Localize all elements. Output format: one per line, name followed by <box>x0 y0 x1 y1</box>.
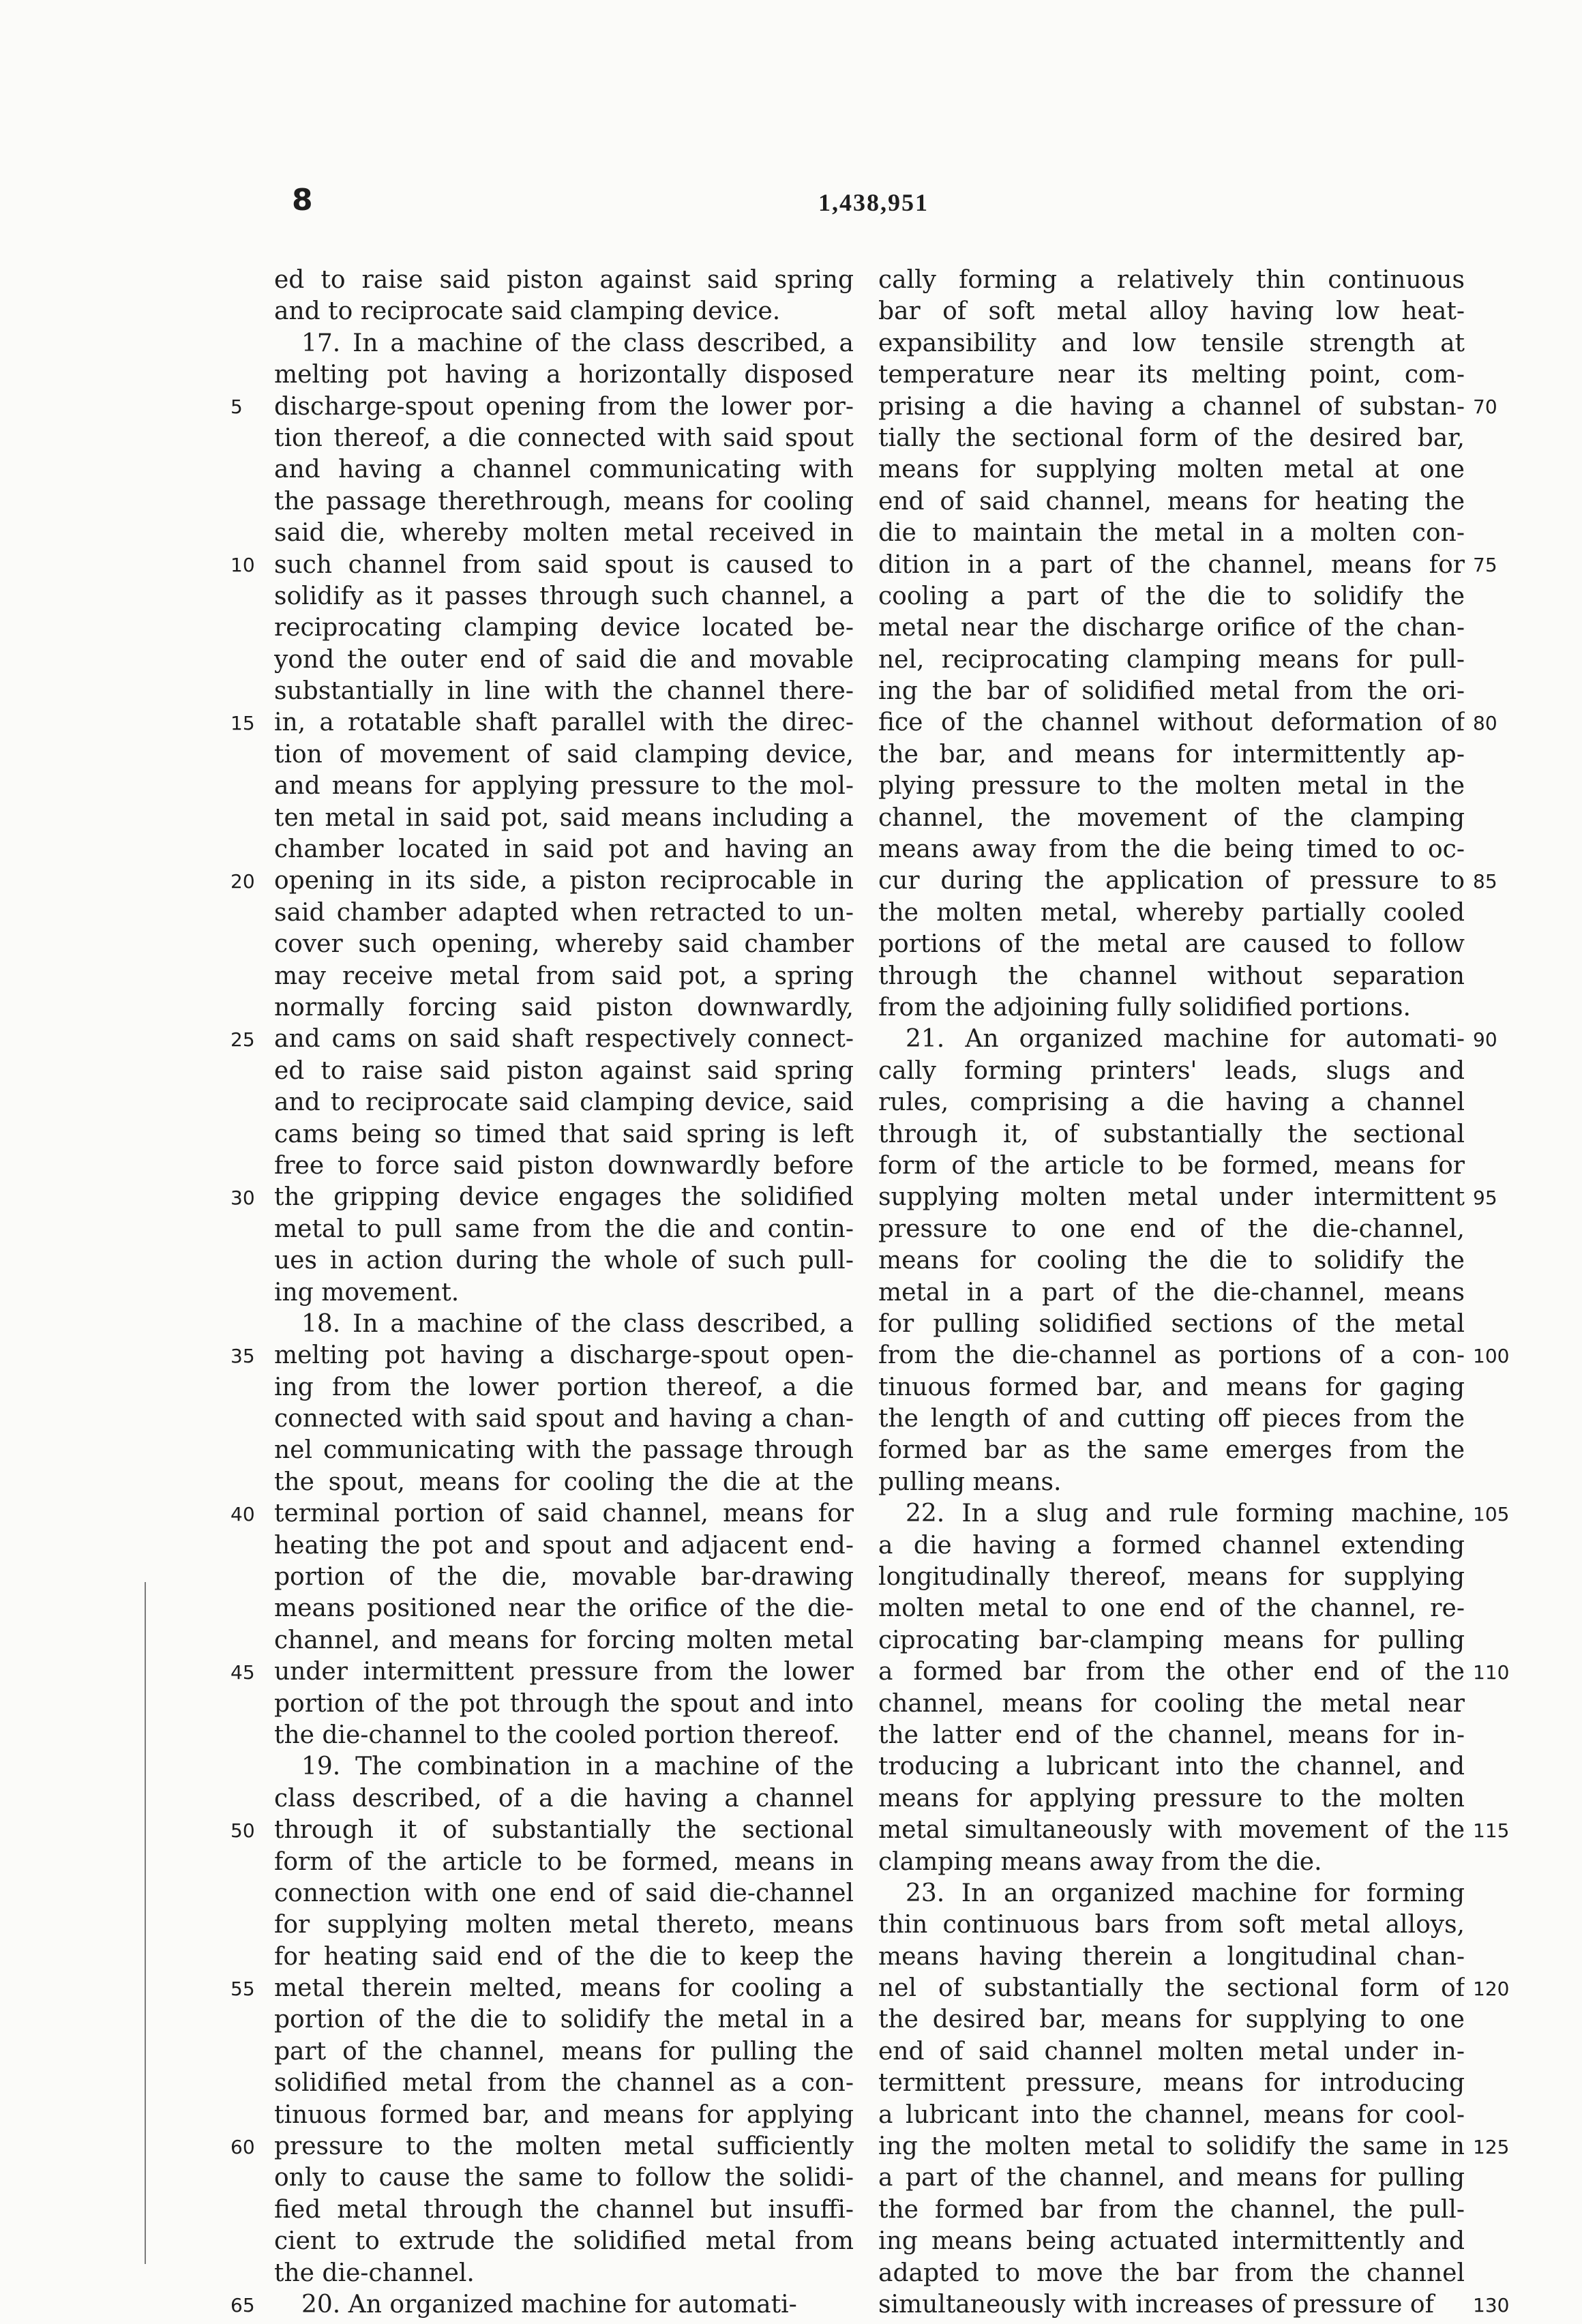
line-number: 120 <box>1473 1977 1510 2000</box>
line-number: 20 <box>230 869 255 893</box>
text-line: in, a rotatable shaft parallel with the direc- <box>274 709 854 737</box>
text-line: metal simultaneously with movement of the <box>878 1816 1465 1845</box>
text-line: solidified metal from the channel as a con- <box>274 2069 854 2098</box>
text-line: metal near the discharge orifice of the chan- <box>878 614 1465 642</box>
text-line: die to maintain the metal in a molten con- <box>878 519 1465 548</box>
text-line: 19. The combination in a machine of the <box>301 1753 854 1781</box>
line-number: 25 <box>230 1028 255 1051</box>
text-line: 21. An organized machine for automati- <box>906 1025 1465 1054</box>
text-line: prising a die having a channel of substan- <box>878 392 1465 421</box>
text-line: such channel from said spout is caused to <box>274 550 854 579</box>
line-number: 90 <box>1473 1028 1497 1051</box>
text-line: the spout, means for cooling the die at the <box>274 1468 854 1496</box>
text-line: cient to extrude the solidified metal from <box>274 2227 854 2256</box>
text-line: only to cause the same to follow the solidi- <box>274 2164 854 2192</box>
text-line: channel, the movement of the clamping <box>878 803 1465 832</box>
text-line: a formed bar from the other end of the <box>878 1658 1465 1686</box>
text-line: form of the article to be formed, means in <box>274 1847 854 1876</box>
text-line: tinuous formed bar, and means for gaging <box>878 1373 1465 1401</box>
text-line: means away from the die being timed to oc- <box>878 835 1465 864</box>
text-line: the die-channel to the cooled portion thereof. <box>274 1720 840 1749</box>
text-line: bar of soft metal alloy having low heat- <box>878 297 1465 326</box>
text-line: connection with one end of said die-channel <box>274 1879 854 1907</box>
line-number: 40 <box>230 1502 255 1525</box>
text-line: portion of the die to solidify the metal in a <box>274 2006 854 2034</box>
text-line: heating the pot and spout and adjacent end- <box>274 1531 854 1560</box>
text-line: may receive metal from said pot, a spring <box>274 962 854 990</box>
text-line: tially the sectional form of the desired bar, <box>878 423 1465 452</box>
text-line: for supplying molten metal thereto, means <box>274 1911 854 1939</box>
line-number: 115 <box>1473 1819 1510 1842</box>
text-line: and cams on said shaft respectively connect- <box>274 1025 854 1054</box>
text-line: simultaneously with increases of pressure of <box>878 2291 1434 2319</box>
line-number: 85 <box>1473 869 1497 893</box>
text-line: from the adjoining fully solidified portions. <box>878 993 1411 1022</box>
line-number: 10 <box>230 553 255 576</box>
line-number: 5 <box>230 395 243 418</box>
text-line: melting pot having a discharge-spout open- <box>274 1341 854 1370</box>
text-line: solidify as it passes through such channel, a <box>274 582 854 610</box>
text-line: said die, whereby molten metal received in <box>274 519 854 548</box>
binding-rule <box>145 1582 146 2264</box>
text-line: opening in its side, a piston reciprocable in <box>274 867 854 895</box>
text-line: supplying molten metal under intermittent <box>878 1183 1465 1212</box>
text-line: free to force said piston downwardly before <box>274 1151 854 1180</box>
text-line: part of the channel, means for pulling the <box>274 2037 854 2066</box>
text-line: cally forming printers' leads, slugs and <box>878 1056 1465 1085</box>
text-line: troducing a lubricant into the channel, and <box>878 1753 1465 1781</box>
line-number: 100 <box>1473 1344 1510 1367</box>
text-line: means positioned near the orifice of the die- <box>274 1594 854 1623</box>
text-line: and having a channel communicating with <box>274 456 854 484</box>
line-number: 45 <box>230 1660 255 1684</box>
right-text-column <box>878 265 1465 2321</box>
text-line: means for applying pressure to the molten <box>878 1784 1465 1813</box>
text-line: pulling means. <box>878 1468 1062 1496</box>
text-line: the desired bar, means for supplying to one <box>878 2006 1465 2034</box>
text-line: the gripping device engages the solidified <box>274 1183 854 1212</box>
text-line: a lubricant into the channel, means for cool- <box>878 2100 1465 2129</box>
text-line: 17. In a machine of the class described, a <box>301 329 854 357</box>
text-line: ed to raise said piston against said spring <box>274 266 854 294</box>
text-line: cooling a part of the die to solidify the <box>878 582 1465 610</box>
text-line: molten metal to one end of the channel, re- <box>878 1594 1465 1623</box>
line-number: 30 <box>230 1186 255 1209</box>
text-line: cover such opening, whereby said chamber <box>274 930 854 959</box>
text-line: ing movement. <box>274 1278 460 1307</box>
text-line: thin continuous bars from soft metal alloys, <box>878 1911 1465 1939</box>
text-line: expansibility and low tensile strength at <box>878 329 1465 357</box>
line-number: 55 <box>230 1977 255 2000</box>
text-line: the passage therethrough, means for cooling <box>274 487 854 516</box>
text-line: longitudinally thereof, means for supplying <box>878 1563 1465 1592</box>
text-line: end of said channel, means for heating the <box>878 487 1465 516</box>
left-text-column <box>274 265 854 2321</box>
line-number: 35 <box>230 1344 255 1367</box>
text-line: through it of substantially the sectional <box>274 1816 854 1845</box>
text-line: normally forcing said piston downwardly, <box>274 993 854 1022</box>
text-line: cally forming a relatively thin continuous <box>878 266 1465 294</box>
text-line: yond the outer end of said die and movable <box>274 645 854 674</box>
text-line: formed bar as the same emerges from the <box>878 1436 1465 1465</box>
text-line: clamping means away from the die. <box>878 1847 1322 1876</box>
text-line: chamber located in said pot and having an <box>274 835 854 864</box>
line-number: 80 <box>1473 711 1497 734</box>
text-line: termittent pressure, means for introducing <box>878 2069 1465 2098</box>
text-line: ciprocating bar-clamping means for pulling <box>878 1626 1465 1654</box>
text-line: portions of the metal are caused to follow <box>878 930 1465 959</box>
text-line: cams being so timed that said spring is left <box>274 1120 854 1148</box>
text-line: adapted to move the bar from the channel <box>878 2259 1465 2287</box>
line-number: 125 <box>1473 2135 1510 2158</box>
text-line: terminal portion of said channel, means for <box>274 1500 854 1528</box>
line-number: 105 <box>1473 1502 1510 1525</box>
text-line: the latter end of the channel, means for in- <box>878 1720 1465 1749</box>
line-number: 65 <box>230 2293 255 2316</box>
text-line: channel, means for cooling the metal near <box>878 1689 1465 1718</box>
text-line: the molten metal, whereby partially cooled <box>878 898 1465 927</box>
text-line: portion of the die, movable bar-drawing <box>274 1563 854 1592</box>
text-line: discharge-spout opening from the lower por- <box>274 392 854 421</box>
text-line: and means for applying pressure to the mol- <box>274 772 854 801</box>
text-line: said chamber adapted when retracted to un- <box>274 898 854 927</box>
text-line: 22. In a slug and rule forming machine, <box>906 1500 1465 1528</box>
text-line: the formed bar from the channel, the pull- <box>878 2195 1465 2224</box>
text-line: substantially in line with the channel there- <box>274 677 854 706</box>
text-line: the die-channel. <box>274 2259 475 2287</box>
text-line: means for cooling the die to solidify the <box>878 1247 1465 1275</box>
text-line: nel, reciprocating clamping means for pull- <box>878 645 1465 674</box>
line-number: 15 <box>230 711 255 734</box>
text-line: rules, comprising a die having a channel <box>878 1088 1465 1117</box>
patent-number: 1,438,951 <box>818 189 929 216</box>
line-number: 60 <box>230 2135 255 2158</box>
text-line: nel communicating with the passage through <box>274 1436 854 1465</box>
text-line: pressure to the molten metal sufficiently <box>274 2132 854 2161</box>
text-line: temperature near its melting point, com- <box>878 361 1465 389</box>
text-line: tion of movement of said clamping device, <box>274 740 854 769</box>
text-line: nel of substantially the sectional form of <box>878 1974 1465 2003</box>
text-line: 23. In an organized machine for forming <box>906 1879 1465 1907</box>
page-number: 8 <box>292 183 314 218</box>
text-line: and to reciprocate said clamping device. <box>274 297 781 326</box>
text-line: metal to pull same from the die and contin- <box>274 1215 854 1243</box>
text-line: end of said channel molten metal under in- <box>878 2037 1465 2066</box>
text-line: the length of and cutting off pieces from the <box>878 1405 1465 1433</box>
text-line: through the channel without separation <box>878 962 1465 990</box>
text-line: a die having a formed channel extending <box>878 1531 1465 1560</box>
text-line: plying pressure to the molten metal in the <box>878 772 1465 801</box>
text-line: means having therein a longitudinal chan- <box>878 1942 1465 1971</box>
text-line: form of the article to be formed, means for <box>878 1151 1465 1180</box>
text-line: ing means being actuated intermittently and <box>878 2227 1465 2256</box>
text-line: class described, of a die having a channel <box>274 1784 854 1813</box>
text-line: melting pot having a horizontally disposed <box>274 361 854 389</box>
text-line: ten metal in said pot, said means including a <box>274 803 854 832</box>
line-number: 70 <box>1473 395 1497 418</box>
text-line: reciprocating clamping device located be- <box>274 614 854 642</box>
text-line: metal therein melted, means for cooling a <box>274 1974 854 2003</box>
text-line: pressure to one end of the die-channel, <box>878 1215 1465 1243</box>
text-line: fice of the channel without deformation of <box>878 709 1465 737</box>
text-line: ing the bar of solidified metal from the ori- <box>878 677 1465 706</box>
text-line: portion of the pot through the spout and into <box>274 1689 854 1718</box>
text-line: metal in a part of the die-channel, means <box>878 1278 1465 1307</box>
text-line: channel, and means for forcing molten metal <box>274 1626 854 1654</box>
text-line: through it, of substantially the sectional <box>878 1120 1465 1148</box>
line-number: 50 <box>230 1819 255 1842</box>
text-line: ues in action during the whole of such pull- <box>274 1247 854 1275</box>
text-line: a part of the channel, and means for pulling <box>878 2164 1465 2192</box>
text-line: 18. In a machine of the class described, a <box>301 1309 854 1338</box>
line-number: 110 <box>1473 1660 1510 1684</box>
text-line: the bar, and means for intermittently ap- <box>878 740 1465 769</box>
text-line: under intermittent pressure from the lower <box>274 1658 854 1686</box>
text-line: ed to raise said piston against said spring <box>274 1056 854 1085</box>
text-line: from the die-channel as portions of a con- <box>878 1341 1465 1370</box>
text-line: for heating said end of the die to keep the <box>274 1942 854 1971</box>
text-line: tion thereof, a die connected with said spout <box>274 423 854 452</box>
line-number: 130 <box>1473 2293 1510 2316</box>
text-line: connected with said spout and having a chan- <box>274 1405 854 1433</box>
text-line: dition in a part of the channel, means for <box>878 550 1465 579</box>
text-line: tinuous formed bar, and means for applying <box>274 2100 854 2129</box>
line-number: 95 <box>1473 1186 1497 1209</box>
text-line: cur during the application of pressure to <box>878 867 1465 895</box>
line-number: 75 <box>1473 553 1497 576</box>
text-line: ing from the lower portion thereof, a die <box>274 1373 854 1401</box>
text-line: for pulling solidified sections of the metal <box>878 1309 1465 1338</box>
text-line: 20. An organized machine for automati- <box>301 2291 797 2319</box>
text-line: means for supplying molten metal at one <box>878 456 1465 484</box>
text-line: and to reciprocate said clamping device, said <box>274 1088 854 1117</box>
text-line: ing the molten metal to solidify the same in <box>878 2132 1465 2161</box>
text-line: fied metal through the channel but insuffi- <box>274 2195 854 2224</box>
